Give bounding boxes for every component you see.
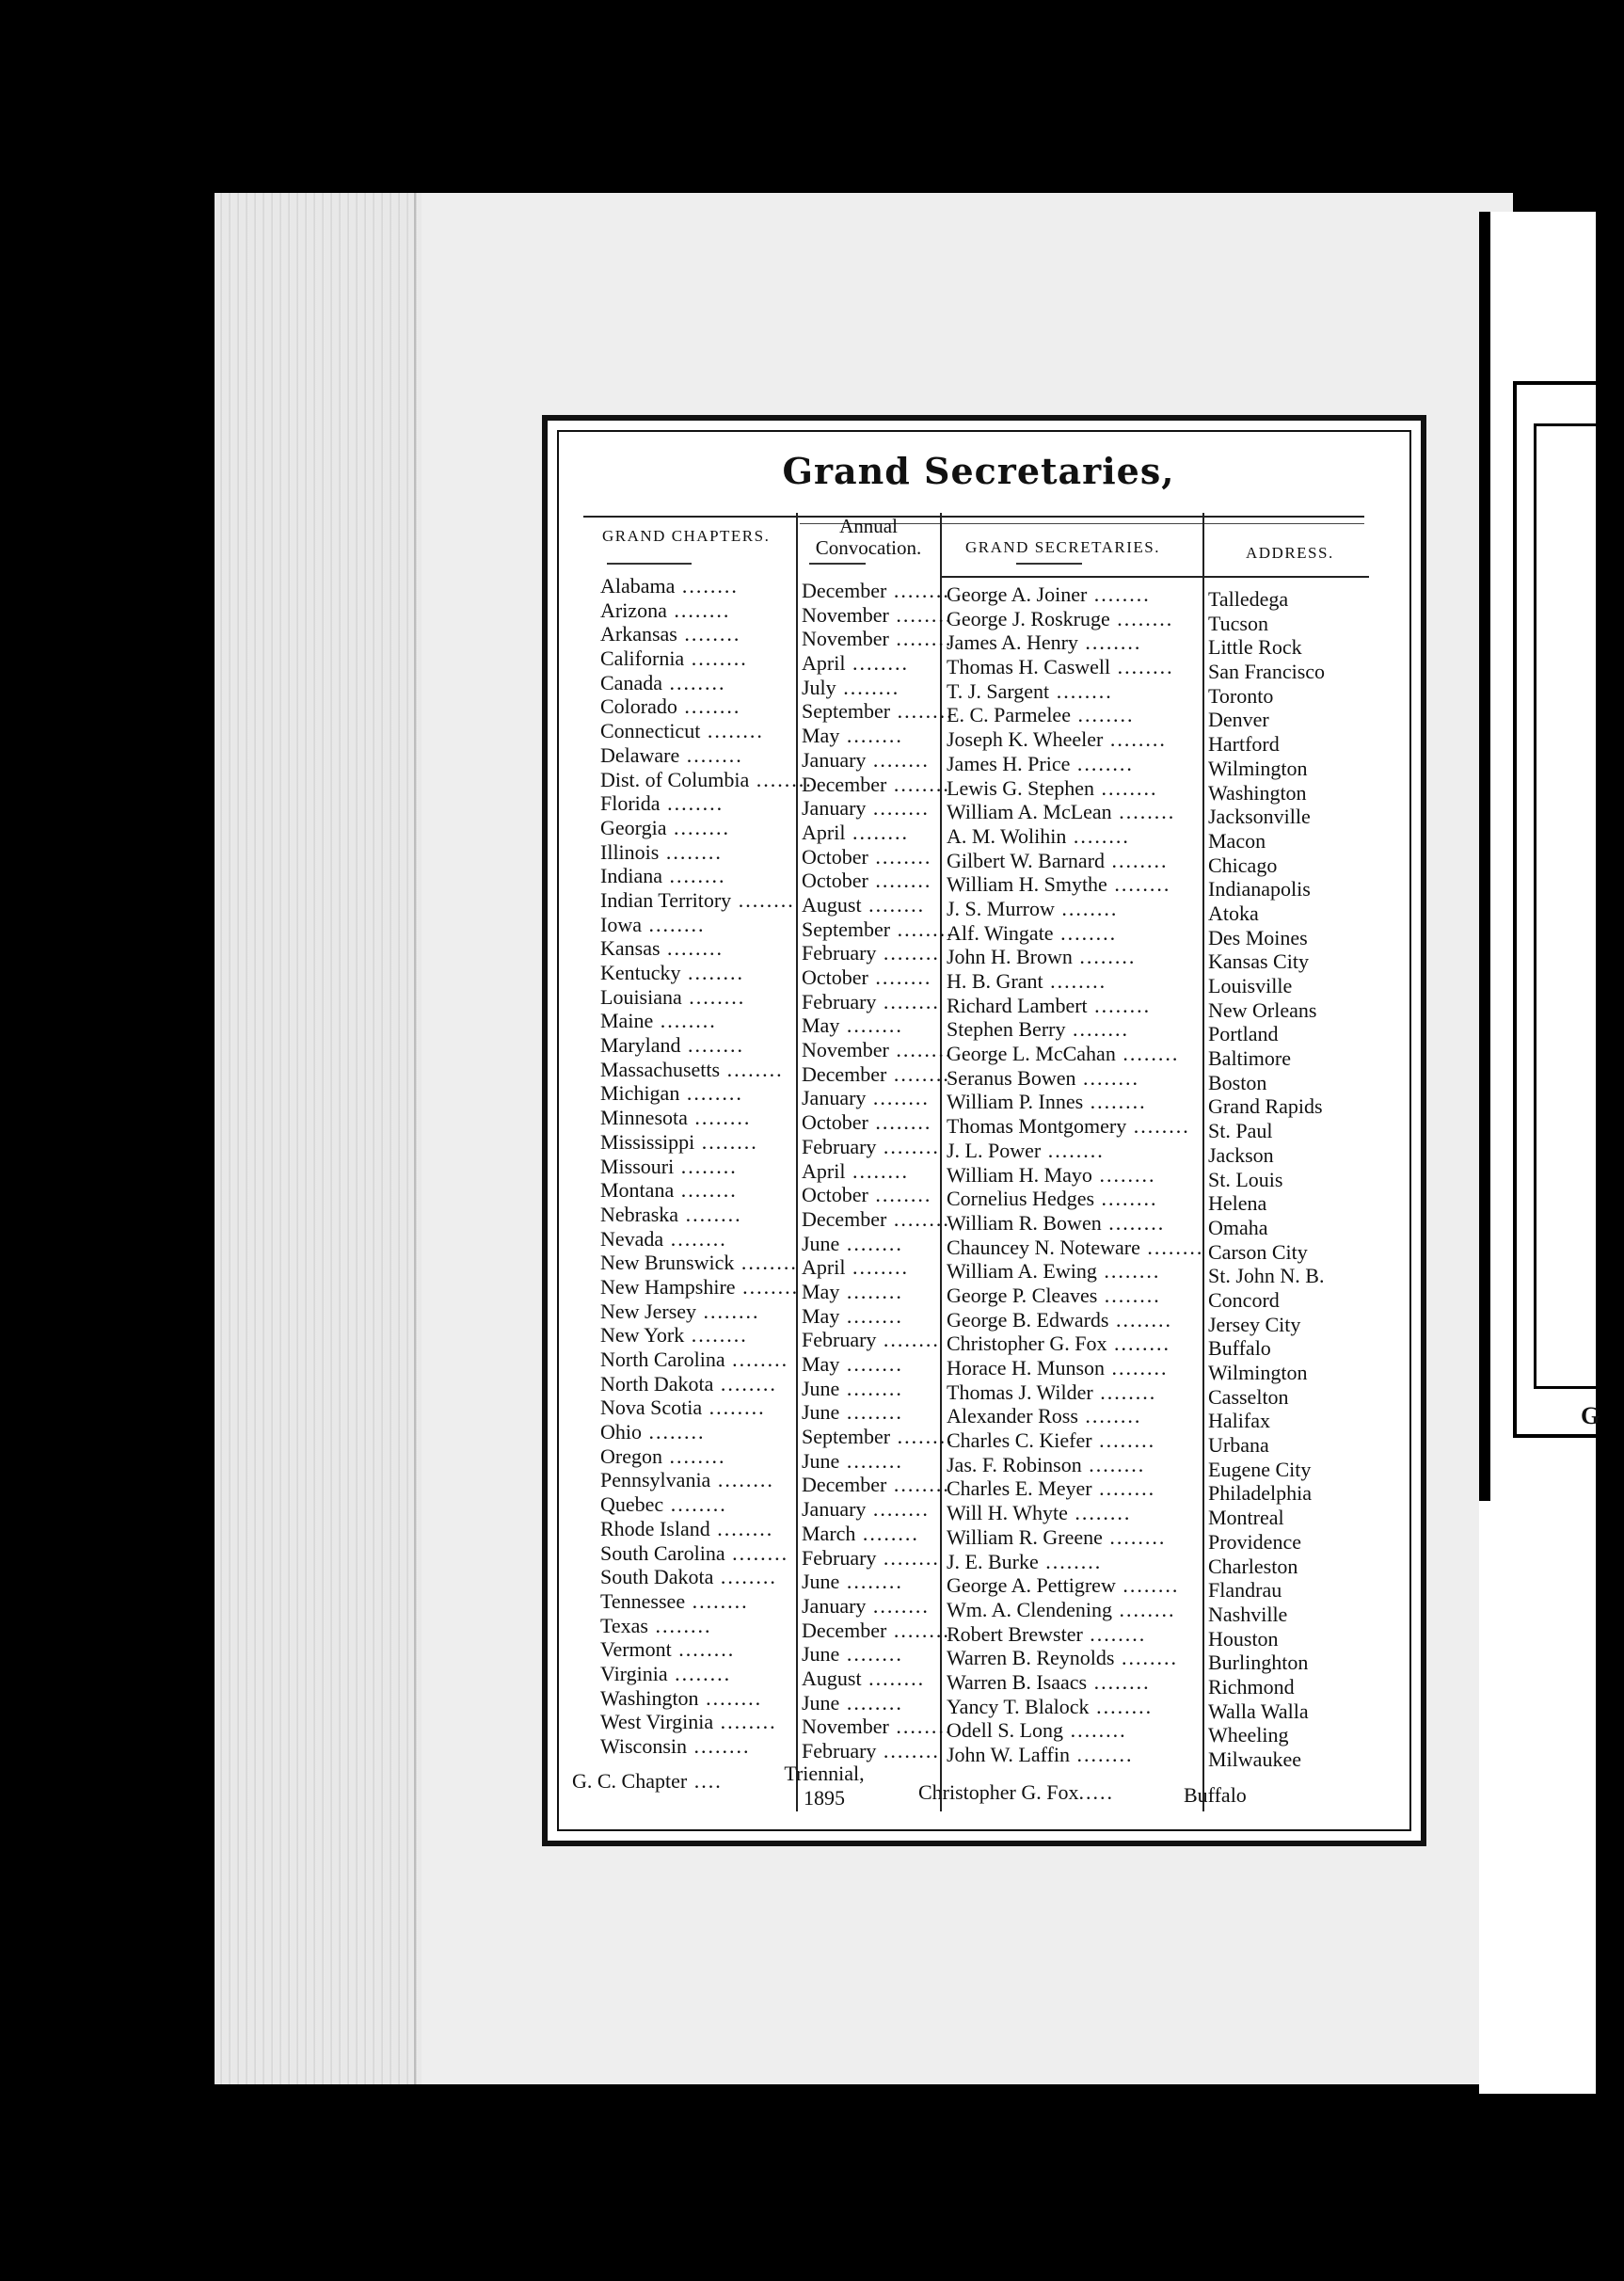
page-edge-divider xyxy=(414,193,416,2084)
grand-chapter-cell: Connecticut ........ xyxy=(600,719,764,743)
grand-chapter-cell: Kansas ........ xyxy=(600,936,724,961)
grand-chapter-cell: South Carolina ........ xyxy=(600,1540,789,1565)
secretary-cell: Warren B. Reynolds ........ xyxy=(947,1646,1178,1670)
secretary-cell: George P. Cleaves ........ xyxy=(947,1283,1161,1307)
address-cell: Nashville xyxy=(1208,1602,1288,1626)
convocation-cell: August ........ xyxy=(802,892,926,917)
grand-chapter-cell: Delaware ........ xyxy=(600,742,743,767)
convocation-cell: June ........ xyxy=(802,1231,903,1255)
convocation-cell: May ........ xyxy=(802,724,903,748)
grand-chapter-cell: Maryland ........ xyxy=(600,1033,745,1058)
address-cell: Wilmington xyxy=(1208,756,1308,780)
convocation-cell: August ........ xyxy=(802,1666,926,1690)
convocation-cell: September ........ xyxy=(802,699,954,724)
secretary-cell: Odell S. Long ........ xyxy=(947,1718,1127,1743)
secretary-cell: E. C. Parmelee ........ xyxy=(947,703,1135,727)
convocation-column xyxy=(802,579,954,1763)
secretary-cell: Charles C. Kiefer ........ xyxy=(947,1428,1156,1453)
convocation-cell: April ........ xyxy=(802,820,909,844)
secretaries-column xyxy=(947,582,1204,1767)
header-underline xyxy=(607,563,692,565)
grand-chapter-cell: West Virginia ........ xyxy=(600,1710,777,1734)
convocation-cell: December ........ xyxy=(802,1206,950,1231)
convocation-cell: January ........ xyxy=(802,747,930,772)
secretary-cell: William R. Bowen ........ xyxy=(947,1210,1166,1235)
address-cell: Walla Walla xyxy=(1208,1699,1309,1723)
secretary-cell: Cornelius Hedges ........ xyxy=(947,1187,1158,1211)
convocation-cell: May ........ xyxy=(802,1352,903,1376)
secretary-cell: H. B. Grant ........ xyxy=(947,969,1107,993)
grand-chapter-cell: New Jersey ........ xyxy=(600,1299,760,1323)
secretary-cell: Lewis G. Stephen ........ xyxy=(947,775,1158,800)
convocation-cell: March ........ xyxy=(802,1521,919,1545)
secretary-cell: A. M. Wolihin ........ xyxy=(947,823,1130,848)
secretary-cell: Warren B. Isaacs ........ xyxy=(947,1669,1151,1694)
address-cell: Casselton xyxy=(1208,1384,1289,1409)
convocation-cell: June ........ xyxy=(802,1570,903,1594)
convocation-cell: October ........ xyxy=(802,869,932,893)
address-cell: St. Paul xyxy=(1208,1119,1273,1143)
convocation-cell: January ........ xyxy=(802,1086,930,1110)
secretary-cell: Jas. F. Robinson ........ xyxy=(947,1452,1146,1476)
address-cell: Talledega xyxy=(1208,587,1289,611)
secretary-cell: William H. Smythe ........ xyxy=(947,872,1171,897)
address-cell: Montreal xyxy=(1208,1506,1284,1530)
secretary-cell: J. S. Murrow ........ xyxy=(947,896,1119,920)
secretary-cell: James A. Henry ........ xyxy=(947,630,1142,655)
secretary-cell: Will H. Whyte ........ xyxy=(947,1501,1132,1525)
secretary-cell: Chauncey N. Noteware ........ xyxy=(947,1235,1204,1259)
address-cell: Little Rock xyxy=(1208,635,1302,660)
address-cell: Jacksonville xyxy=(1208,805,1311,829)
grand-chapter-cell: Missouri ........ xyxy=(600,1154,738,1178)
address-cell: Philadelphia xyxy=(1208,1481,1312,1506)
address-cell: Houston xyxy=(1208,1626,1279,1651)
convocation-cell: February ........ xyxy=(802,941,940,965)
convocation-cell: May ........ xyxy=(802,1013,903,1038)
grand-chapter-cell: Ohio ........ xyxy=(600,1420,706,1444)
address-cell: St. John N. B. xyxy=(1208,1264,1325,1288)
secretary-cell: Seranus Bowen ........ xyxy=(947,1065,1139,1090)
address-cell: Wheeling xyxy=(1208,1723,1289,1747)
address-cell: Burlinghton xyxy=(1208,1651,1309,1675)
grand-chapter-cell: Nova Scotia ........ xyxy=(600,1396,766,1420)
address-column xyxy=(1208,587,1370,1772)
grand-chapter-cell: Indian Territory ........ xyxy=(600,887,795,912)
address-cell: New Orleans xyxy=(1208,997,1317,1022)
secretary-cell: John H. Brown ........ xyxy=(947,945,1137,969)
convocation-cell: May ........ xyxy=(802,1303,903,1328)
grand-chapter-cell: Alabama ........ xyxy=(600,574,739,598)
grand-chapter-cell: Colorado ........ xyxy=(600,694,741,719)
grand-chapter-cell: South Dakota ........ xyxy=(600,1565,777,1589)
secretary-cell: George B. Edwards ........ xyxy=(947,1307,1172,1332)
secretary-cell: Richard Lambert ........ xyxy=(947,993,1152,1017)
address-cell: Buffalo xyxy=(1208,1336,1271,1361)
grand-chapter-cell: Montana ........ xyxy=(600,1178,738,1203)
address-cell: Indianapolis xyxy=(1208,877,1311,901)
grand-chapters-column xyxy=(600,574,813,1759)
address-cell: Omaha xyxy=(1208,1215,1268,1239)
address-cell: Halifax xyxy=(1208,1409,1270,1433)
grand-chapter-cell: Arkansas ........ xyxy=(600,622,741,646)
secretary-cell: George L. McCahan ........ xyxy=(947,1042,1180,1066)
grand-chapter-cell: Massachusetts ........ xyxy=(600,1057,784,1081)
general-chapter-secretary: Christopher G. Fox..... xyxy=(918,1780,1114,1804)
grand-chapter-cell: Georgia ........ xyxy=(600,815,730,839)
address-cell: Louisville xyxy=(1208,974,1293,997)
secretary-cell: William A. McLean ........ xyxy=(947,800,1176,824)
secretary-cell: Horace H. Munson ........ xyxy=(947,1356,1169,1380)
address-cell: Tucson xyxy=(1208,611,1268,635)
convocation-cell: June ........ xyxy=(802,1448,903,1473)
secretary-cell: J. L. Power ........ xyxy=(947,1138,1105,1162)
convocation-cell: July ........ xyxy=(802,675,900,699)
address-cell: Milwaukee xyxy=(1208,1747,1301,1771)
convocation-cell: October ........ xyxy=(802,965,932,989)
convocation-cell: February ........ xyxy=(802,1134,940,1158)
address-cell: Denver xyxy=(1208,708,1269,732)
grand-chapter-cell: Indiana ........ xyxy=(600,864,726,888)
convocation-cell: January ........ xyxy=(802,1497,930,1522)
page-title: Grand Secretaries, xyxy=(782,450,1175,492)
convocation-cell: October ........ xyxy=(802,1183,932,1207)
secretary-cell: Wm. A. Clendening ........ xyxy=(947,1597,1176,1621)
address-cell: Atoka xyxy=(1208,901,1259,925)
secretary-cell: Christopher G. Fox ........ xyxy=(947,1332,1170,1356)
grand-chapter-cell: Kentucky ........ xyxy=(600,961,745,984)
address-cell: Wilmington xyxy=(1208,1361,1308,1384)
convocation-cell: April ........ xyxy=(802,651,909,676)
convocation-cell: June ........ xyxy=(802,1690,903,1715)
convocation-cell: September ........ xyxy=(802,917,954,941)
grand-chapter-cell: Vermont ........ xyxy=(600,1637,736,1662)
grand-chapter-cell: New Brunswick ........ xyxy=(600,1251,798,1275)
grand-chapter-cell: Dist. of Columbia ........ xyxy=(600,767,813,791)
grand-chapter-cell: Quebec ........ xyxy=(600,1492,727,1517)
general-chapter-address: Buffalo xyxy=(1184,1783,1247,1807)
convocation-cell: February ........ xyxy=(802,1739,940,1763)
address-cell: San Francisco xyxy=(1208,660,1326,684)
header-grand-chapters: GRAND CHAPTERS. xyxy=(602,527,771,545)
column-divider-3 xyxy=(1202,513,1204,1811)
convocation-cell: November ........ xyxy=(802,627,953,651)
secretary-cell: T. J. Sargent ........ xyxy=(947,678,1113,703)
grand-chapter-cell: Washington ........ xyxy=(600,1685,763,1710)
facing-page-rule xyxy=(1479,212,1490,1501)
convocation-cell: October ........ xyxy=(802,844,932,869)
convocation-cell: June ........ xyxy=(802,1642,903,1667)
secretary-cell: William A. Ewing ........ xyxy=(947,1259,1161,1284)
grand-chapter-cell: Oregon ........ xyxy=(600,1444,726,1468)
header-address: ADDRESS. xyxy=(1246,544,1334,562)
address-cell: Carson City xyxy=(1208,1239,1308,1264)
header-grand-secretaries: GRAND SECRETARIES. xyxy=(965,538,1160,556)
secretary-cell: Alf. Wingate ........ xyxy=(947,920,1118,945)
address-cell: Providence xyxy=(1208,1529,1301,1554)
address-cell: Hartford xyxy=(1208,732,1280,757)
grand-chapter-cell: North Dakota ........ xyxy=(600,1371,777,1396)
grand-chapter-cell: Arizona ........ xyxy=(600,598,731,622)
grand-chapter-cell: Illinois ........ xyxy=(600,839,723,864)
convocation-cell: December ........ xyxy=(802,1618,950,1642)
secretary-cell: Robert Brewster ........ xyxy=(947,1621,1147,1646)
grand-chapter-cell: Mississippi ........ xyxy=(600,1129,758,1154)
address-cell: Baltimore xyxy=(1208,1046,1291,1071)
convocation-cell: April ........ xyxy=(802,1158,909,1183)
convocation-cell: December ........ xyxy=(802,1473,950,1497)
convocation-cell: November ........ xyxy=(802,1038,953,1062)
grand-chapter-cell: New York ........ xyxy=(600,1323,748,1348)
grand-chapter-cell: Pennsylvania ........ xyxy=(600,1468,774,1492)
grand-chapter-cell: Iowa ........ xyxy=(600,912,706,936)
address-cell: Flandrau xyxy=(1208,1578,1282,1603)
general-chapter-convocation: Triennial, 1895 xyxy=(784,1762,865,1810)
secretary-cell: William R. Greene ........ xyxy=(947,1524,1167,1549)
convocation-cell: November ........ xyxy=(802,1715,953,1739)
secretary-cell: J. E. Burke ........ xyxy=(947,1549,1103,1573)
secretary-cell: George A. Pettigrew ........ xyxy=(947,1573,1180,1598)
grand-chapter-cell: Canada ........ xyxy=(600,670,726,694)
secretary-cell: George A. Joiner ........ xyxy=(947,582,1151,606)
address-cell: Urbana xyxy=(1208,1433,1269,1458)
header-underline xyxy=(1016,563,1082,565)
facing-page-inner-frame xyxy=(1534,423,1621,1389)
address-cell: Jackson xyxy=(1208,1142,1274,1167)
convocation-cell: February ........ xyxy=(802,1545,940,1570)
general-chapter-name: G. C. Chapter .... xyxy=(572,1769,723,1793)
grand-chapter-cell: Nevada ........ xyxy=(600,1226,727,1251)
address-cell: Jersey City xyxy=(1208,1312,1301,1336)
address-cell: Richmond xyxy=(1208,1674,1295,1699)
convocation-cell: December ........ xyxy=(802,579,950,602)
facing-page-glyph: G xyxy=(1581,1402,1600,1429)
address-cell: Concord xyxy=(1208,1287,1280,1312)
secretary-cell: George J. Roskruge ........ xyxy=(947,606,1174,630)
header-top-rule xyxy=(583,516,1364,518)
grand-chapter-cell: Virginia ........ xyxy=(600,1661,732,1685)
convocation-cell: February ........ xyxy=(802,989,940,1013)
convocation-cell: February ........ xyxy=(802,1328,940,1352)
grand-chapter-cell: California ........ xyxy=(600,646,748,671)
address-cell: Des Moines xyxy=(1208,925,1308,949)
header-underline xyxy=(809,563,866,565)
convocation-cell: May ........ xyxy=(802,1279,903,1303)
grand-chapter-cell: Nebraska ........ xyxy=(600,1202,742,1226)
grand-chapter-cell: Maine ........ xyxy=(600,1009,717,1033)
header-annual-convocation: Annual Convocation. xyxy=(815,515,922,559)
secretary-cell: Thomas J. Wilder ........ xyxy=(947,1380,1157,1404)
grand-chapter-cell: New Hampshire ........ xyxy=(600,1274,800,1299)
grand-chapter-cell: Florida ........ xyxy=(600,791,724,816)
secretary-cell: James H. Price ........ xyxy=(947,751,1134,775)
header-bottom-rule xyxy=(941,576,1369,578)
secretary-cell: Thomas H. Caswell ........ xyxy=(947,655,1174,679)
grand-chapter-cell: Wisconsin ........ xyxy=(600,1734,751,1758)
secretary-cell: Alexander Ross ........ xyxy=(947,1404,1142,1428)
secretary-cell: John W. Laffin ........ xyxy=(947,1743,1134,1766)
secretary-cell: Stephen Berry ........ xyxy=(947,1017,1129,1042)
address-cell: Macon xyxy=(1208,828,1266,853)
secretary-cell: William P. Innes ........ xyxy=(947,1090,1147,1114)
convocation-cell: October ........ xyxy=(802,1110,932,1135)
grand-chapter-cell: Tennessee ........ xyxy=(600,1588,749,1613)
address-cell: Toronto xyxy=(1208,683,1274,708)
convocation-cell: June ........ xyxy=(802,1400,903,1425)
convocation-cell: December ........ xyxy=(802,1061,950,1086)
convocation-cell: December ........ xyxy=(802,772,950,796)
page-edges xyxy=(215,193,422,2084)
grand-chapter-cell: Minnesota ........ xyxy=(600,1106,752,1130)
secretary-cell: Charles E. Meyer ........ xyxy=(947,1476,1156,1501)
address-cell: Boston xyxy=(1208,1070,1267,1094)
secretary-cell: Yancy T. Blalock ........ xyxy=(947,1694,1154,1718)
convocation-cell: January ........ xyxy=(802,1593,930,1618)
convocation-cell: June ........ xyxy=(802,1376,903,1400)
grand-chapter-cell: North Carolina ........ xyxy=(600,1348,789,1371)
secretary-cell: William H. Mayo ........ xyxy=(947,1162,1156,1187)
address-cell: St. Louis xyxy=(1208,1167,1283,1191)
grand-chapter-cell: Louisiana ........ xyxy=(600,984,746,1009)
convocation-cell: September ........ xyxy=(802,1425,954,1449)
secretary-cell: Joseph K. Wheeler ........ xyxy=(947,727,1167,752)
secretary-cell: Thomas Montgomery ........ xyxy=(947,1114,1190,1139)
address-cell: Kansas City xyxy=(1208,949,1309,974)
address-cell: Grand Rapids xyxy=(1208,1094,1323,1119)
grand-chapter-cell: Texas ........ xyxy=(600,1613,712,1637)
address-cell: Chicago xyxy=(1208,853,1278,877)
address-cell: Washington xyxy=(1208,780,1307,805)
convocation-cell: January ........ xyxy=(802,796,930,821)
address-cell: Helena xyxy=(1208,1191,1267,1216)
grand-chapter-cell: Michigan ........ xyxy=(600,1081,743,1106)
address-cell: Eugene City xyxy=(1208,1457,1312,1481)
convocation-cell: April ........ xyxy=(802,1255,909,1280)
secretary-cell: Gilbert W. Barnard ........ xyxy=(947,848,1169,872)
address-cell: Portland xyxy=(1208,1022,1279,1046)
grand-chapter-cell: Rhode Island ........ xyxy=(600,1516,774,1540)
address-cell: Charleston xyxy=(1208,1554,1298,1578)
convocation-cell: November ........ xyxy=(802,602,953,627)
